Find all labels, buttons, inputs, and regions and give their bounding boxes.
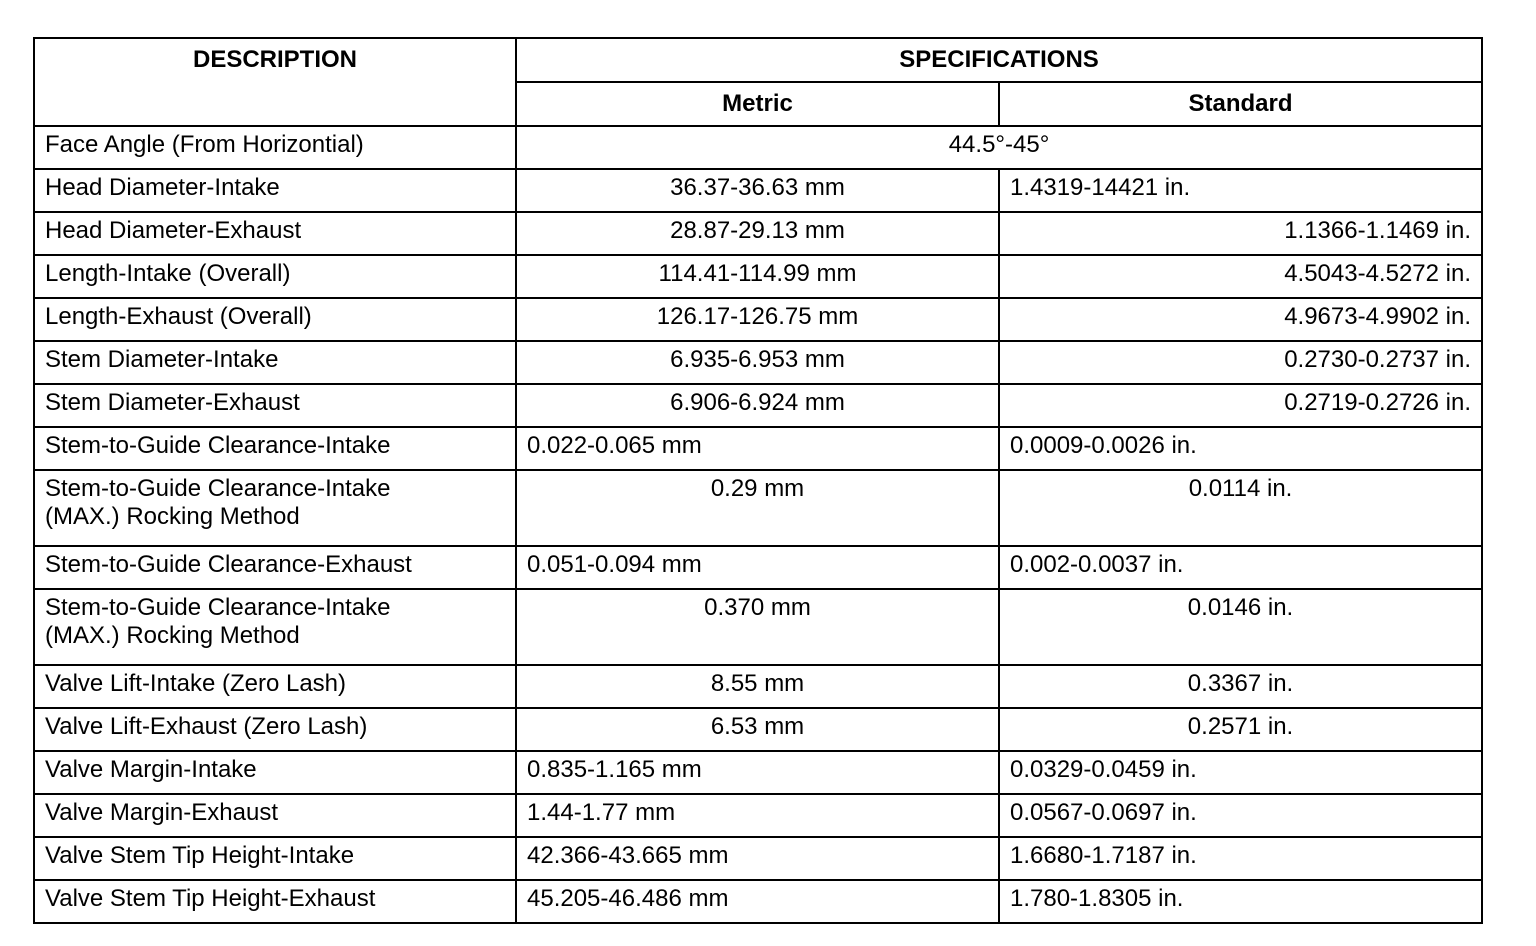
metric-value: 42.366-43.665 mm <box>516 837 999 880</box>
table-row <box>34 212 1482 255</box>
row-label: Valve Margin-Exhaust <box>34 794 516 837</box>
standard-value: 0.0567-0.0697 in. <box>999 794 1482 837</box>
standard-value: 4.5043-4.5272 in. <box>999 255 1482 298</box>
metric-value: 0.835-1.165 mm <box>516 751 999 794</box>
row-label: Face Angle (From Horizontial) <box>34 126 516 169</box>
table-row <box>34 169 1482 212</box>
metric-value: 0.022-0.065 mm <box>516 427 999 470</box>
table-row <box>34 708 1482 751</box>
row-label: Stem Diameter-Intake <box>34 341 516 384</box>
standard-value: 1.4319-14421 in. <box>999 169 1482 212</box>
standard-value: 0.3367 in. <box>999 665 1482 708</box>
row-label: Length-Intake (Overall) <box>34 255 516 298</box>
table-row <box>34 880 1482 923</box>
table-row <box>34 470 1482 546</box>
standard-value: 0.0009-0.0026 in. <box>999 427 1482 470</box>
table-row <box>34 751 1482 794</box>
standard-value: 0.0114 in. <box>999 470 1482 546</box>
table-row <box>34 384 1482 427</box>
standard-value: 0.2730-0.2737 in. <box>999 341 1482 384</box>
table-row <box>34 255 1482 298</box>
metric-value: 6.935-6.953 mm <box>516 341 999 384</box>
table-row <box>34 298 1482 341</box>
metric-value: 114.41-114.99 mm <box>516 255 999 298</box>
metric-value: 8.55 mm <box>516 665 999 708</box>
metric-value: 0.370 mm <box>516 589 999 665</box>
row-label: Stem-to-Guide Clearance-Intake <box>34 427 516 470</box>
row-label: Stem Diameter-Exhaust <box>34 384 516 427</box>
table-row <box>34 837 1482 880</box>
row-label-line1: Stem-to-Guide Clearance-Intake <box>45 594 391 621</box>
row-label: Valve Lift-Intake (Zero Lash) <box>34 665 516 708</box>
table-row <box>34 546 1482 589</box>
standard-value: 0.0146 in. <box>999 589 1482 665</box>
standard-value: 0.0329-0.0459 in. <box>999 751 1482 794</box>
description-header: DESCRIPTION <box>34 38 516 126</box>
table-row <box>34 427 1482 470</box>
metric-value: 0.051-0.094 mm <box>516 546 999 589</box>
table-row-face-angle <box>34 126 1482 169</box>
metric-header: Metric <box>516 82 999 126</box>
row-label: Stem-to-Guide Clearance-Exhaust <box>34 546 516 589</box>
standard-value: 0.2571 in. <box>999 708 1482 751</box>
standard-value: 1.780-1.8305 in. <box>999 880 1482 923</box>
table-row <box>34 589 1482 665</box>
metric-value: 0.29 mm <box>516 470 999 546</box>
row-label: Valve Stem Tip Height-Exhaust <box>34 880 516 923</box>
header-row-top <box>34 38 1482 82</box>
valve-specifications-table <box>33 37 1483 924</box>
row-label: Head Diameter-Exhaust <box>34 212 516 255</box>
table-row <box>34 341 1482 384</box>
row-label-line1: Stem-to-Guide Clearance-Intake <box>45 475 391 502</box>
row-label: Length-Exhaust (Overall) <box>34 298 516 341</box>
metric-value: 6.53 mm <box>516 708 999 751</box>
row-label: Valve Margin-Intake <box>34 751 516 794</box>
standard-value: 0.2719-0.2726 in. <box>999 384 1482 427</box>
standard-value: 1.1366-1.1469 in. <box>999 212 1482 255</box>
standard-value: 0.002-0.0037 in. <box>999 546 1482 589</box>
row-label <box>34 470 516 546</box>
standard-value: 4.9673-4.9902 in. <box>999 298 1482 341</box>
table-row <box>34 794 1482 837</box>
row-label-line2: (MAX.) Rocking Method <box>45 621 300 649</box>
metric-value: 36.37-36.63 mm <box>516 169 999 212</box>
standard-value: 1.6680-1.7187 in. <box>999 837 1482 880</box>
face-angle-value: 44.5°-45° <box>516 126 1482 169</box>
specifications-header: SPECIFICATIONS <box>516 38 1482 82</box>
row-label: Head Diameter-Intake <box>34 169 516 212</box>
metric-value: 1.44-1.77 mm <box>516 794 999 837</box>
row-label: Valve Lift-Exhaust (Zero Lash) <box>34 708 516 751</box>
row-label <box>34 589 516 665</box>
metric-value: 45.205-46.486 mm <box>516 880 999 923</box>
metric-value: 28.87-29.13 mm <box>516 212 999 255</box>
row-label-line2: (MAX.) Rocking Method <box>45 502 300 530</box>
standard-header: Standard <box>999 82 1482 126</box>
metric-value: 126.17-126.75 mm <box>516 298 999 341</box>
row-label: Valve Stem Tip Height-Intake <box>34 837 516 880</box>
table-row <box>34 665 1482 708</box>
metric-value: 6.906-6.924 mm <box>516 384 999 427</box>
